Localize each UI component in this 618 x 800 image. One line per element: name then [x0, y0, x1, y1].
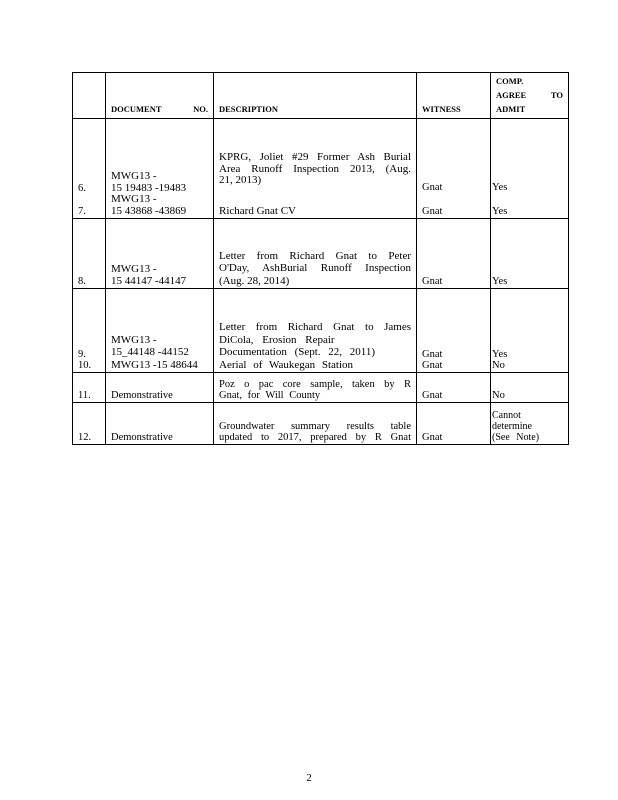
document-cell	[106, 373, 214, 403]
table-row	[73, 289, 569, 373]
header-number	[73, 73, 106, 119]
table-row	[73, 119, 569, 219]
agree-value: No	[492, 390, 505, 401]
agree-cell	[491, 373, 569, 403]
description-cell	[214, 219, 417, 289]
table-header-row	[73, 73, 569, 119]
description-line: 21, 2013)	[219, 174, 262, 186]
table-row	[73, 373, 569, 403]
agree-cell	[491, 119, 569, 219]
item-number: 10.	[78, 360, 92, 371]
table-row	[73, 403, 569, 445]
description-cell	[214, 289, 417, 373]
item-number: 6.	[78, 183, 86, 194]
item-number: 11.	[78, 390, 91, 401]
item-number: 9.	[78, 349, 86, 360]
row-number-cell	[73, 119, 106, 219]
document-cell	[106, 403, 214, 445]
document-line: MWG13 -	[111, 170, 157, 182]
description-line: Gnat, for Will County	[219, 390, 321, 401]
agree-value: (See Note)	[492, 432, 540, 443]
header-comp-line1: COMP.	[496, 76, 524, 86]
header-agree-label: AGREE	[496, 90, 527, 100]
witness-name: Gnat	[422, 182, 443, 193]
row-number-cell	[73, 373, 106, 403]
description-cell	[214, 403, 417, 445]
witness-name: Gnat	[422, 390, 443, 401]
witness-name: Gnat	[422, 206, 443, 217]
document-line: 15 44147 -44147	[111, 275, 187, 287]
description-line: Letter from Richard Gnat to Peter	[219, 249, 411, 262]
item-number: 8.	[78, 276, 86, 287]
description-line: Groundwater summary results table	[219, 421, 411, 432]
agree-cell	[491, 219, 569, 289]
document-line: 15 19483 -19483	[111, 181, 187, 194]
witness-cell	[417, 403, 491, 445]
document-line: MWG13 -	[111, 263, 157, 275]
witness-cell	[417, 373, 491, 403]
description-cell	[214, 119, 417, 219]
description-line: Richard Gnat CV	[219, 204, 296, 217]
document-cell	[106, 119, 214, 219]
header-comp-agree-to-admit	[491, 73, 569, 119]
agree-cell	[491, 403, 569, 445]
description-line: (Aug. 28, 2014)	[219, 274, 290, 287]
witness-cell	[417, 119, 491, 219]
description-line: Letter from Richard Gnat to James	[219, 321, 411, 333]
document-line: MWG13 -	[111, 333, 157, 346]
exhibit-table	[72, 72, 569, 445]
header-document-no	[106, 73, 214, 119]
row-number-cell	[73, 289, 106, 373]
document-line: 15 43868 -43869	[111, 204, 187, 217]
agree-value: determine	[492, 421, 532, 432]
document-line: Demonstrative	[111, 390, 173, 401]
document-line: MWG13 -15 48644	[111, 358, 198, 371]
agree-value: Yes	[492, 349, 508, 360]
page-number: 2	[306, 772, 312, 784]
document-line: Demonstrative	[111, 432, 173, 443]
row-number-cell	[73, 403, 106, 445]
header-document-label: DOCUMENT	[111, 104, 162, 114]
header-to-label: TO	[550, 90, 563, 100]
agree-value: Yes	[492, 182, 508, 193]
header-admit-label: ADMIT	[496, 104, 526, 114]
witness-name: Gnat	[422, 349, 443, 360]
description-line: Documentation (Sept. 22, 2011)	[219, 346, 376, 358]
document-cell	[106, 219, 214, 289]
document-line: 15_44148 -44152	[111, 346, 189, 358]
item-number: 12.	[78, 432, 92, 443]
witness-name: Gnat	[422, 432, 443, 443]
description-line: Area Runoff Inspection 2013, (Aug.	[219, 162, 411, 175]
description-line: Poz o pac core sample, taken by R	[219, 379, 411, 390]
witness-name: Gnat	[422, 276, 443, 287]
agree-value: Cannot	[492, 410, 521, 421]
witness-name: Gnat	[422, 360, 443, 371]
description-line: Aerial of Waukegan Station	[219, 358, 354, 371]
agree-value: Yes	[492, 206, 508, 217]
description-line: O'Day, AshBurial Runoff Inspection	[219, 262, 411, 274]
header-description: DESCRIPTION	[214, 73, 417, 119]
document-line: MWG13 -	[111, 193, 157, 205]
agree-cell	[491, 289, 569, 373]
description-line: KPRG, Joliet #29 Former Ash Burial	[219, 151, 411, 163]
agree-value: No	[492, 360, 505, 371]
item-number: 7.	[78, 206, 86, 217]
description-cell	[214, 373, 417, 403]
table-row	[73, 219, 569, 289]
witness-cell	[417, 219, 491, 289]
agree-value: Yes	[492, 276, 508, 287]
row-number-cell	[73, 219, 106, 289]
header-no-label: NO.	[193, 104, 208, 114]
header-witness: WITNESS	[417, 73, 491, 119]
witness-cell	[417, 289, 491, 373]
document-cell	[106, 289, 214, 373]
description-line: updated to 2017, prepared by R Gnat	[219, 432, 411, 443]
description-line: DiCola, Erosion Repair	[219, 333, 335, 346]
